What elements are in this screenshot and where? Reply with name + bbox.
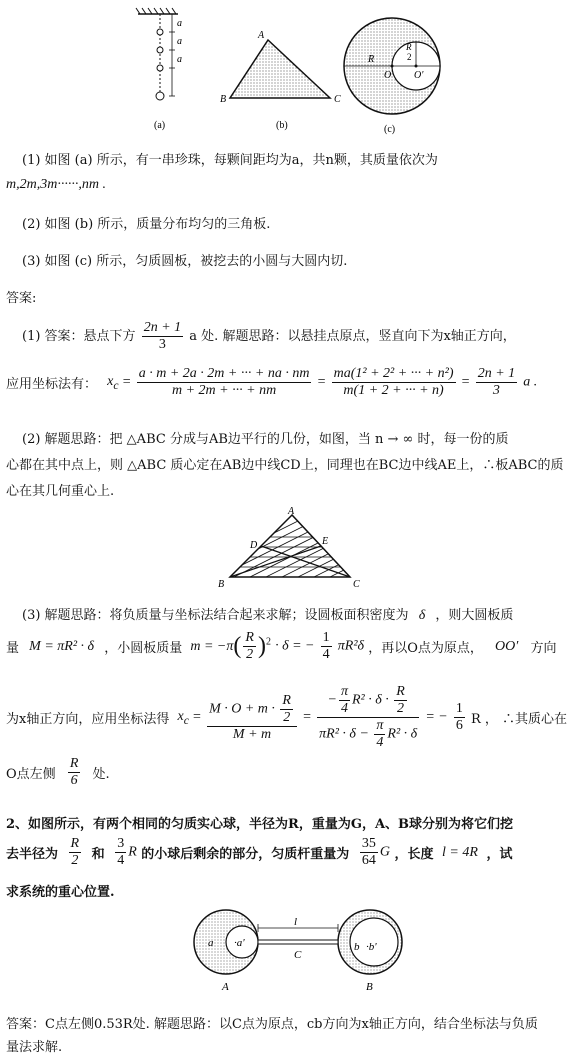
answer3-line2-b: ，小圆板质量 [104,641,183,656]
circle-label-r-den: 2 [407,52,412,62]
sphere-label-ap: ·a' [234,937,245,949]
figure-b-caption: (b) [276,120,288,131]
answer1-pre: (1) 答案：悬点下方 [22,329,136,344]
answer3-g2-pi: π [340,684,348,699]
problem2-line3: 求系统的重心位置. [6,885,115,900]
problem2-l-expr: l = 4R [442,844,478,860]
answer3-result-frac [454,701,465,734]
answer3-m-expr-end: πR²δ [337,638,365,654]
answer3-line3-pre: 为x轴正方向，应用坐标法得 [6,712,170,727]
answer3-line2-a: 量 [6,641,20,656]
problem2-R: R [128,844,137,860]
answer1-f1-num: a · m + 2a · 2m + ··· + na · nm [138,366,310,381]
answer1-after: a 处. 解题思路：以悬挂点原点，竖直向下为x轴正方向， [189,329,516,344]
answer1-xc [107,373,119,392]
answer1-eq-frac2 [332,366,456,399]
hatch-label-C: C [353,579,360,590]
answer3-line3: 为x轴正方向，应用坐标法得 $x_c$ = M · O + m · $\frac{R}{2}$ M + m = − $\frac{\pi}{4}$ R² · δ · $\frac{R}{2}$ πR² · δ − $\frac{\pi}{4}$ R² · δ = − $\frac{1}{6}$ R ， ∴其质心在 [6,684,568,750]
spacing-label-2: a [177,36,182,47]
answer3-R-num: R [245,630,254,645]
answer1-xc-base: x [107,373,114,389]
figure-c-caption: (c) [384,124,396,135]
problem1-item1-line1: (1) 如图 (a) 所示，有一串珍珠，每颗间距均为a，共n颗，其质量依次为 [22,153,438,168]
problem2-line1: 2、如图所示，有两个相同的匀质实心球，半径为R，重量为G，A、B球分别为将它们挖 [6,817,514,832]
answer2-line3: 心在其几何重心上. [6,484,115,499]
answer1-xc-sub: c [113,378,119,392]
answer3-line2-c: ，再以O点为原点， [368,641,483,656]
answer3-g2-den-pi: π [376,718,384,733]
answer3-xc-base: x [177,708,184,724]
problem2-r2-num: R [70,836,80,851]
answer1-f2-num: ma(1² + 2² + ··· + n²) [333,366,454,381]
answer3-frac-main2: − $\frac{\pi}{4}$ R² · δ · $\frac{R}{2}$ πR² · δ − $\frac{\pi}{4}$ R² · δ [319,684,418,750]
sphere-label-b: b [354,941,360,953]
answer3-g2-den-4: 4 [376,735,384,750]
problem2-line2-mid: 的小球后剩余的部分，匀质杆重量为 [141,847,350,862]
problem2-line2-pre: 去半径为 [6,847,59,862]
problem2-34-den: 4 [117,853,125,868]
answer3-line2: 量 M = πR² · δ ，小圆板质量 m = −π( $\frac{R}{2}$ )$^2$ · δ = − $\frac{1}{4}$ πR²δ ，再以O点为原点， OO′ 方向 [6,630,557,662]
figure-c-disc [344,18,440,135]
answer3-g1-R: R [282,692,291,708]
answer3-line1 [22,604,513,624]
answer3-g1-den: M + m [232,726,272,742]
answer3-frac-main1 [207,693,297,743]
answer3-M-expr: M = πR² · δ [29,638,95,654]
answer3-r6-num: R [69,756,79,771]
rod-label-C: C [294,949,302,961]
hatch-label-E: E [322,536,329,547]
answer1-line2-pre: 应用坐标法有： [6,377,98,392]
sphere-label-bp: ·b' [366,941,377,953]
answer3-result-post: R ， ∴其质心在 [471,712,568,727]
answer-heading: 答案: [6,291,37,306]
circle-label-O: O [384,70,392,81]
answer1-f3-num: 2n + 1 [477,366,516,381]
answer3-result-num: 1 [455,701,463,716]
problem2-R-over-2 [69,836,82,869]
answer3-xc [177,708,189,727]
hatch-label-D: D [250,540,258,551]
tri-label-A: A [258,30,265,41]
problem1-item2: (2) 如图 (b) 所示，质量分布均匀的三角板. [22,217,271,232]
answer3-g1-num: M · O + m · [209,701,275,717]
answer1-eq-frac1 [137,366,312,399]
answer3-m-expr-post: · δ = − [275,638,315,654]
answer3-result-pre: = − [425,709,448,725]
hatch-label-B: B [218,579,225,590]
answer2-line2: 心都在其中点上，则 △ABC 质心定在AB边中线CD上，同理也在BC边中线AE上，∴板ABC的质 [6,458,564,473]
figure-group-top [130,4,424,136]
answer3-quarter [321,630,332,663]
answer3-R-den: 2 [246,647,254,662]
answer1-line2: 应用坐标法有： $x_c$ = $\frac{a \cdot m + 2a \cdot 2m + \cdot\cdot\cdot + na \cdot nm}{m + 2m + \cdot\cdot\cdot + nm}$ = $\frac{\text{ma(1² + 2² + ··· + n²)}}{m(1 + 2 + \cdot\cdot\cdot + n)}$ = $\frac{2n + 1}{3}$ a . [6,366,538,398]
answer1-f2-den: m(1 + 2 + ··· + n) [343,383,444,398]
figure-a-caption: (a) [154,120,166,131]
answer1-f1-den: m + 2m + ··· + nm [172,383,277,398]
answer3-line4-post: 处. [92,767,110,782]
problem2-line2 [6,836,512,869]
figure-a-beads [136,8,182,131]
answer3-line2-d: 方向 [530,641,557,656]
answer3-quarter-num: 1 [322,630,330,645]
problem1-item3: (3) 如图 (c) 所示，匀质圆板，被挖去的小圆与大圆内切. [22,254,348,269]
circle-label-r-num: R [406,42,412,52]
answer1-line1 [22,320,516,353]
tri-label-C: C [334,94,341,105]
problem2-line2-mid2: ，长度 [394,847,434,862]
spacing-label-3: a [177,54,182,65]
answer1-tail: a . [523,374,538,390]
problem2-line2-end: ，试 [486,847,513,862]
final-answer-line1: 答案：C点左侧0.53R处. 解题思路：以C点为原点，cb方向为x轴正方向，结合坐标法与负质 [6,1017,538,1032]
rod-label-l: l [294,916,298,928]
figure-b-triangle [220,30,341,131]
sphere-label-a: a [208,937,214,949]
sphere-label-A: A [222,981,229,993]
tri-label-B: B [220,94,227,105]
hatch-label-A: A [288,506,295,517]
answer1-f3-den: 3 [492,383,500,398]
problem2-34-num: 3 [117,836,125,851]
answer3-r6-den: 6 [70,773,78,788]
answer3-quarter-den: 4 [322,647,330,662]
answer3-R-over-6 [68,756,81,789]
answer3-xc-sub: c [183,713,189,727]
circle-label-Op: O' [414,70,424,81]
answer3-g2-num-end: R² · δ · [351,692,389,708]
circle-label-R: R [368,54,375,65]
answer3-g2-den: πR² · δ − [319,726,369,742]
problem2-three-quarter [115,836,126,869]
answer3-g2-4: 4 [340,701,348,716]
answer1-frac-num: 2n + 1 [143,320,182,335]
answer3-line1-pre: (3) 解题思路：将负质量与坐标法结合起来求解；设圆板面积密度为 [22,608,409,623]
answer3-line4 [6,756,110,789]
problem2-and: 和 [91,847,105,862]
sphere-label-B: B [366,981,373,993]
final-answer-line2: 量法求解. [6,1040,63,1055]
answer1-eq-frac3 [476,366,517,399]
spacing-label-1: a [177,18,182,29]
figure-hatched-triangle [210,505,370,597]
answer2-line1: (2) 解题思路：把 △ABC 分成与AB边平行的几份，如图，当 n → ∞ 时，每一份的质 [22,432,509,447]
answer3-R-over-2 [243,630,256,663]
answer1-frac-den: 3 [158,337,166,352]
answer3-g2-2: 2 [397,701,405,716]
answer3-m-expr-pre: m = −π [190,638,234,654]
answer3-g2-den-end: R² · δ [387,726,418,742]
answer3-delta: δ [418,608,426,623]
figure-two-spheres [190,900,410,1000]
problem2-weight-frac [360,836,378,869]
answer3-g1-2: 2 [283,709,291,725]
answer3-line1-post: ，则大圆板质 [435,608,514,623]
problem2-w-num: 35 [361,836,376,851]
problem2-G: G [379,844,390,860]
answer3-result-den: 6 [455,718,463,733]
problem1-item1-line2: m,2m,3m······,nm . [6,177,106,192]
answer3-g2-R: R [396,684,405,699]
problem2-r2-den: 2 [71,853,79,868]
answer1-fraction [142,320,183,353]
answer3-OO: OO′ [495,638,519,654]
answer3-line4-pre: O点左侧 [6,767,56,782]
problem2-w-den: 64 [361,853,376,868]
